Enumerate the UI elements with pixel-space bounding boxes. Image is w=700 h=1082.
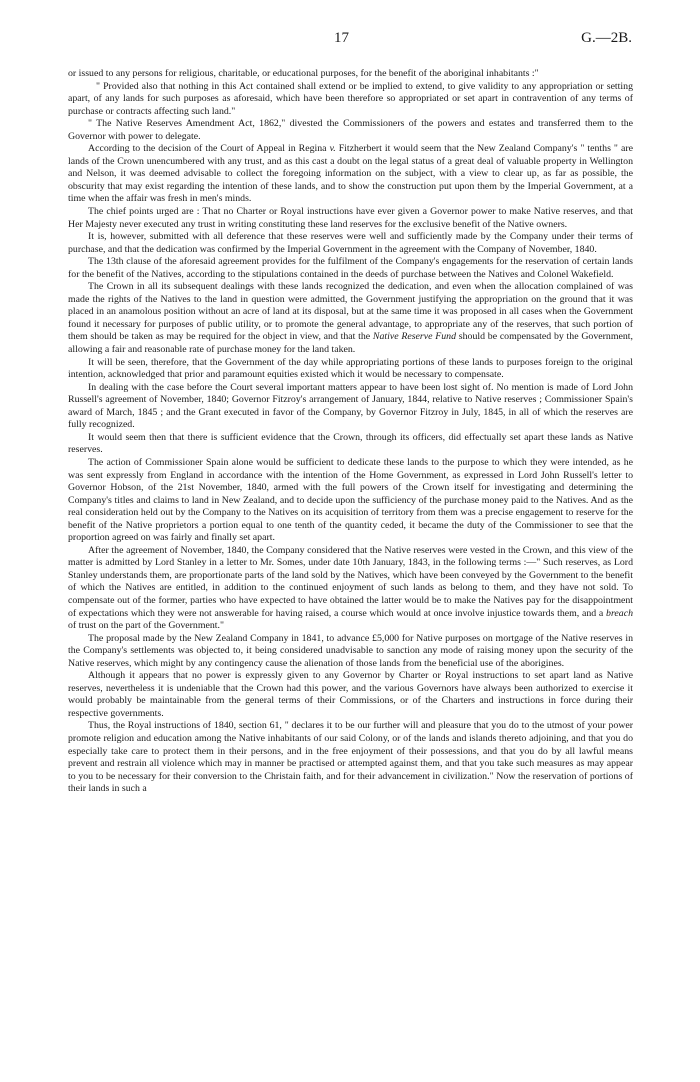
paragraph — [68, 545, 633, 633]
paragraph: The 13th clause of the aforesaid agreement provides for the fulfilment of the Company's engagements for the reservation of certain lands for the benefit of the Natives, according to the stipulations contained in the deeds of purchase between the Natives and Colonel Wakefield. — [68, 256, 633, 280]
paragraph: Thus, the Royal instructions of 1840, section 61, " declares it to be our further will and pleasure that you do to the utmost of your power promote religion and education among the Native inhabitants of our said Colony, or of the lands and islands thereto adjoining, and that you do especially take care to protect them in their persons, and in the free enjoyment of their possessions, and that you do by all lawful means prevent and restrain all violence which may in manner be practised or attempted against them, and that you take such measures as may appear to you to be necessary for their conversion to the Christain faith, and for their advancement in civilization." Now the reservation of portions of their lands in such a — [68, 720, 633, 795]
paragraph: In dealing with the case before the Court several important matters appear to have been lost sight of. No mention is made of Lord John Russell's agreement of November, 1840; Governor Fitzroy's arrangement of January, 1844, relative to Native reserves ; Commissioner Spain's award of March, 1845 ; and the Grant executed in favor of the Company, by Governor Fitzroy in July, 1845, in all of which the reserves are fully recognized. — [68, 381, 633, 431]
paragraph: " Provided also that nothing in this Act contained shall extend or be implied to extend, to give validity to any appropriation or setting apart, of any lands for such purposes as aforesaid, which have been therefore so appropriated or set apart in contravention of any terms of purchase or contracts affecting such land." — [68, 80, 633, 117]
paragraph — [68, 281, 633, 356]
paragraph-text: According to the decision of the Court of Appeal in Regina — [88, 143, 330, 155]
italic-text: v. — [329, 143, 336, 155]
paragraph: " The Native Reserves Amendment Act, 1862," divested the Commissioners of the powers and estates and transferred them to the Governor with power to delegate. — [68, 118, 633, 142]
paragraph: or issued to any persons for religious, charitable, or educational purposes, for the benefit of the aboriginal inhabitants :" — [68, 68, 539, 79]
page-header — [68, 30, 632, 50]
paragraph — [68, 143, 633, 206]
paragraph-text: Fitzherbert it would seem that the New Zealand Company's " tenths " are lands of the Crown unencumbered with any trust, and as this cast a doubt on the legal status of a great deal of valuable property in Wellington and Nelson, it was deemed advisable to collect the foregoing information on the subject, with a view to clear up, as far as possible, the obscurity that may exist regarding the intention of these lands, and to show the construction put upon them by the Imperial Government, at a time when the affair was fresh in men's minds. — [68, 143, 633, 205]
italic-text: Native Reserve Fund — [372, 331, 457, 343]
paragraph: It would seem then that there is sufficient evidence that the Crown, through its officers, did effectually set apart these lands as Native reserves. — [68, 431, 633, 456]
italic-text: breach — [606, 607, 633, 619]
paragraph: The action of Commissioner Spain alone would be sufficient to dedicate these lands to the purpose to which they were intended, as he was sent expressly from England in accordance with the intention of the Home Government, as expressed in Lord John Russell's letter to Governor Hobson, of the 21st November, 1840, armed with the full powers of the Crown itself for investigating and determining the Company's titles and claims to land in New Zealand, and to decide upon the sufficiency of the purchase money paid to the Natives. And as the real consideration held out by the Company to the Natives on its acquisition of territory from them was a precise engagement to reserve for the benefit of the Native proprietors a portion equal to one tenth of the quantity ceded, it became the duty of the Commissioner to see that the proportion agreed on was fairly and finally set apart. — [68, 456, 633, 544]
paragraph: It is, however, submitted with all deference that these reserves were well and sufficiently made by the Company under their terms of purchase, and that the dedication was confirmed by the Imperial Government in the agreement with the Company of November, 1840. — [68, 231, 633, 255]
document-reference: G.—2B. — [581, 30, 632, 46]
paragraph-text: The Crown in all its subsequent dealings with these lands recognized the dedication, and even when the allocation complained of was made the rights of the Natives to the land in question were admitted, the Government justifying the appropriation on the ground that it was placed in an anamolous position without an acre of land at its disposal, but at the same time it was proposed in all cases when the Government found it necessary for purposes of public utility, or to promote the general advantage, to appropriate any of the reserves, that such portion of them should be taken as may be required for the object in view, and that the — [68, 281, 633, 343]
paragraph: The proposal made by the New Zealand Company in 1841, to advance £5,000 for Native purposes on mortgage of the Native reserves in the Company's settlements was objected to, it being considered unadvisable to sanction any mode of raising money upon the security of the Native reserves, which might by any contingency cause the alienation of those lands from the beneficial use of the aborigines. — [68, 632, 633, 669]
paragraph-text: After the agreement of November, 1840, the Company considered that the Native reserves were vested in the Crown, and this view of the matter is admitted by Lord Stanley in a letter to Mr. Somes, under date 10th January, 1843, in the following terms :—" Such reserves, as Lord Stanley understands them, are proportionate parts of the land sold by the Natives, which have been conveyed by the Government to the benefit of which the Natives are entitled, in addition to the continued enjoyment of such lands as belong to them, and they have not sold. To compensate out of the former, parties who have expected to have obtained the latter would be to make the Natives pay for the disappointment of expectations which they were not answerable for having raised, a course which would at once involve injustice towards them, and a — [68, 544, 633, 619]
paragraph-text: should be compensated by the Government, allowing a fair and reasonable rate of purchase money for the land taken. — [68, 331, 633, 356]
paragraph: Although it appears that no power is expressly given to any Governor by Charter or Royal instructions to set apart land as Native reserves, nevertheless it is undeniable that the Crown had this power, and the various Governors have always been authorized to exercise it would probably be maintainable from the general terms of their Commissions, or of the Charters and instructions in force during their respective governments. — [68, 670, 633, 719]
paragraph-text: of trust on the part of the Government." — [68, 620, 225, 632]
body-text — [68, 68, 633, 796]
paragraph: It will be seen, therefore, that the Government of the day while appropriating portions of these lands to purposes foreign to the original intention, acknowledged that prior and paramount equities existed which it would be necessary to compensate. — [68, 356, 633, 381]
page-number: 17 — [334, 30, 349, 46]
paragraph: The chief points urged are : That no Charter or Royal instructions have ever given a Governor power to make Native reserves, and that Her Majesty never executed any trust in writing constituting these land reserves for the exclusive benefit of the Native owners. — [68, 206, 633, 230]
